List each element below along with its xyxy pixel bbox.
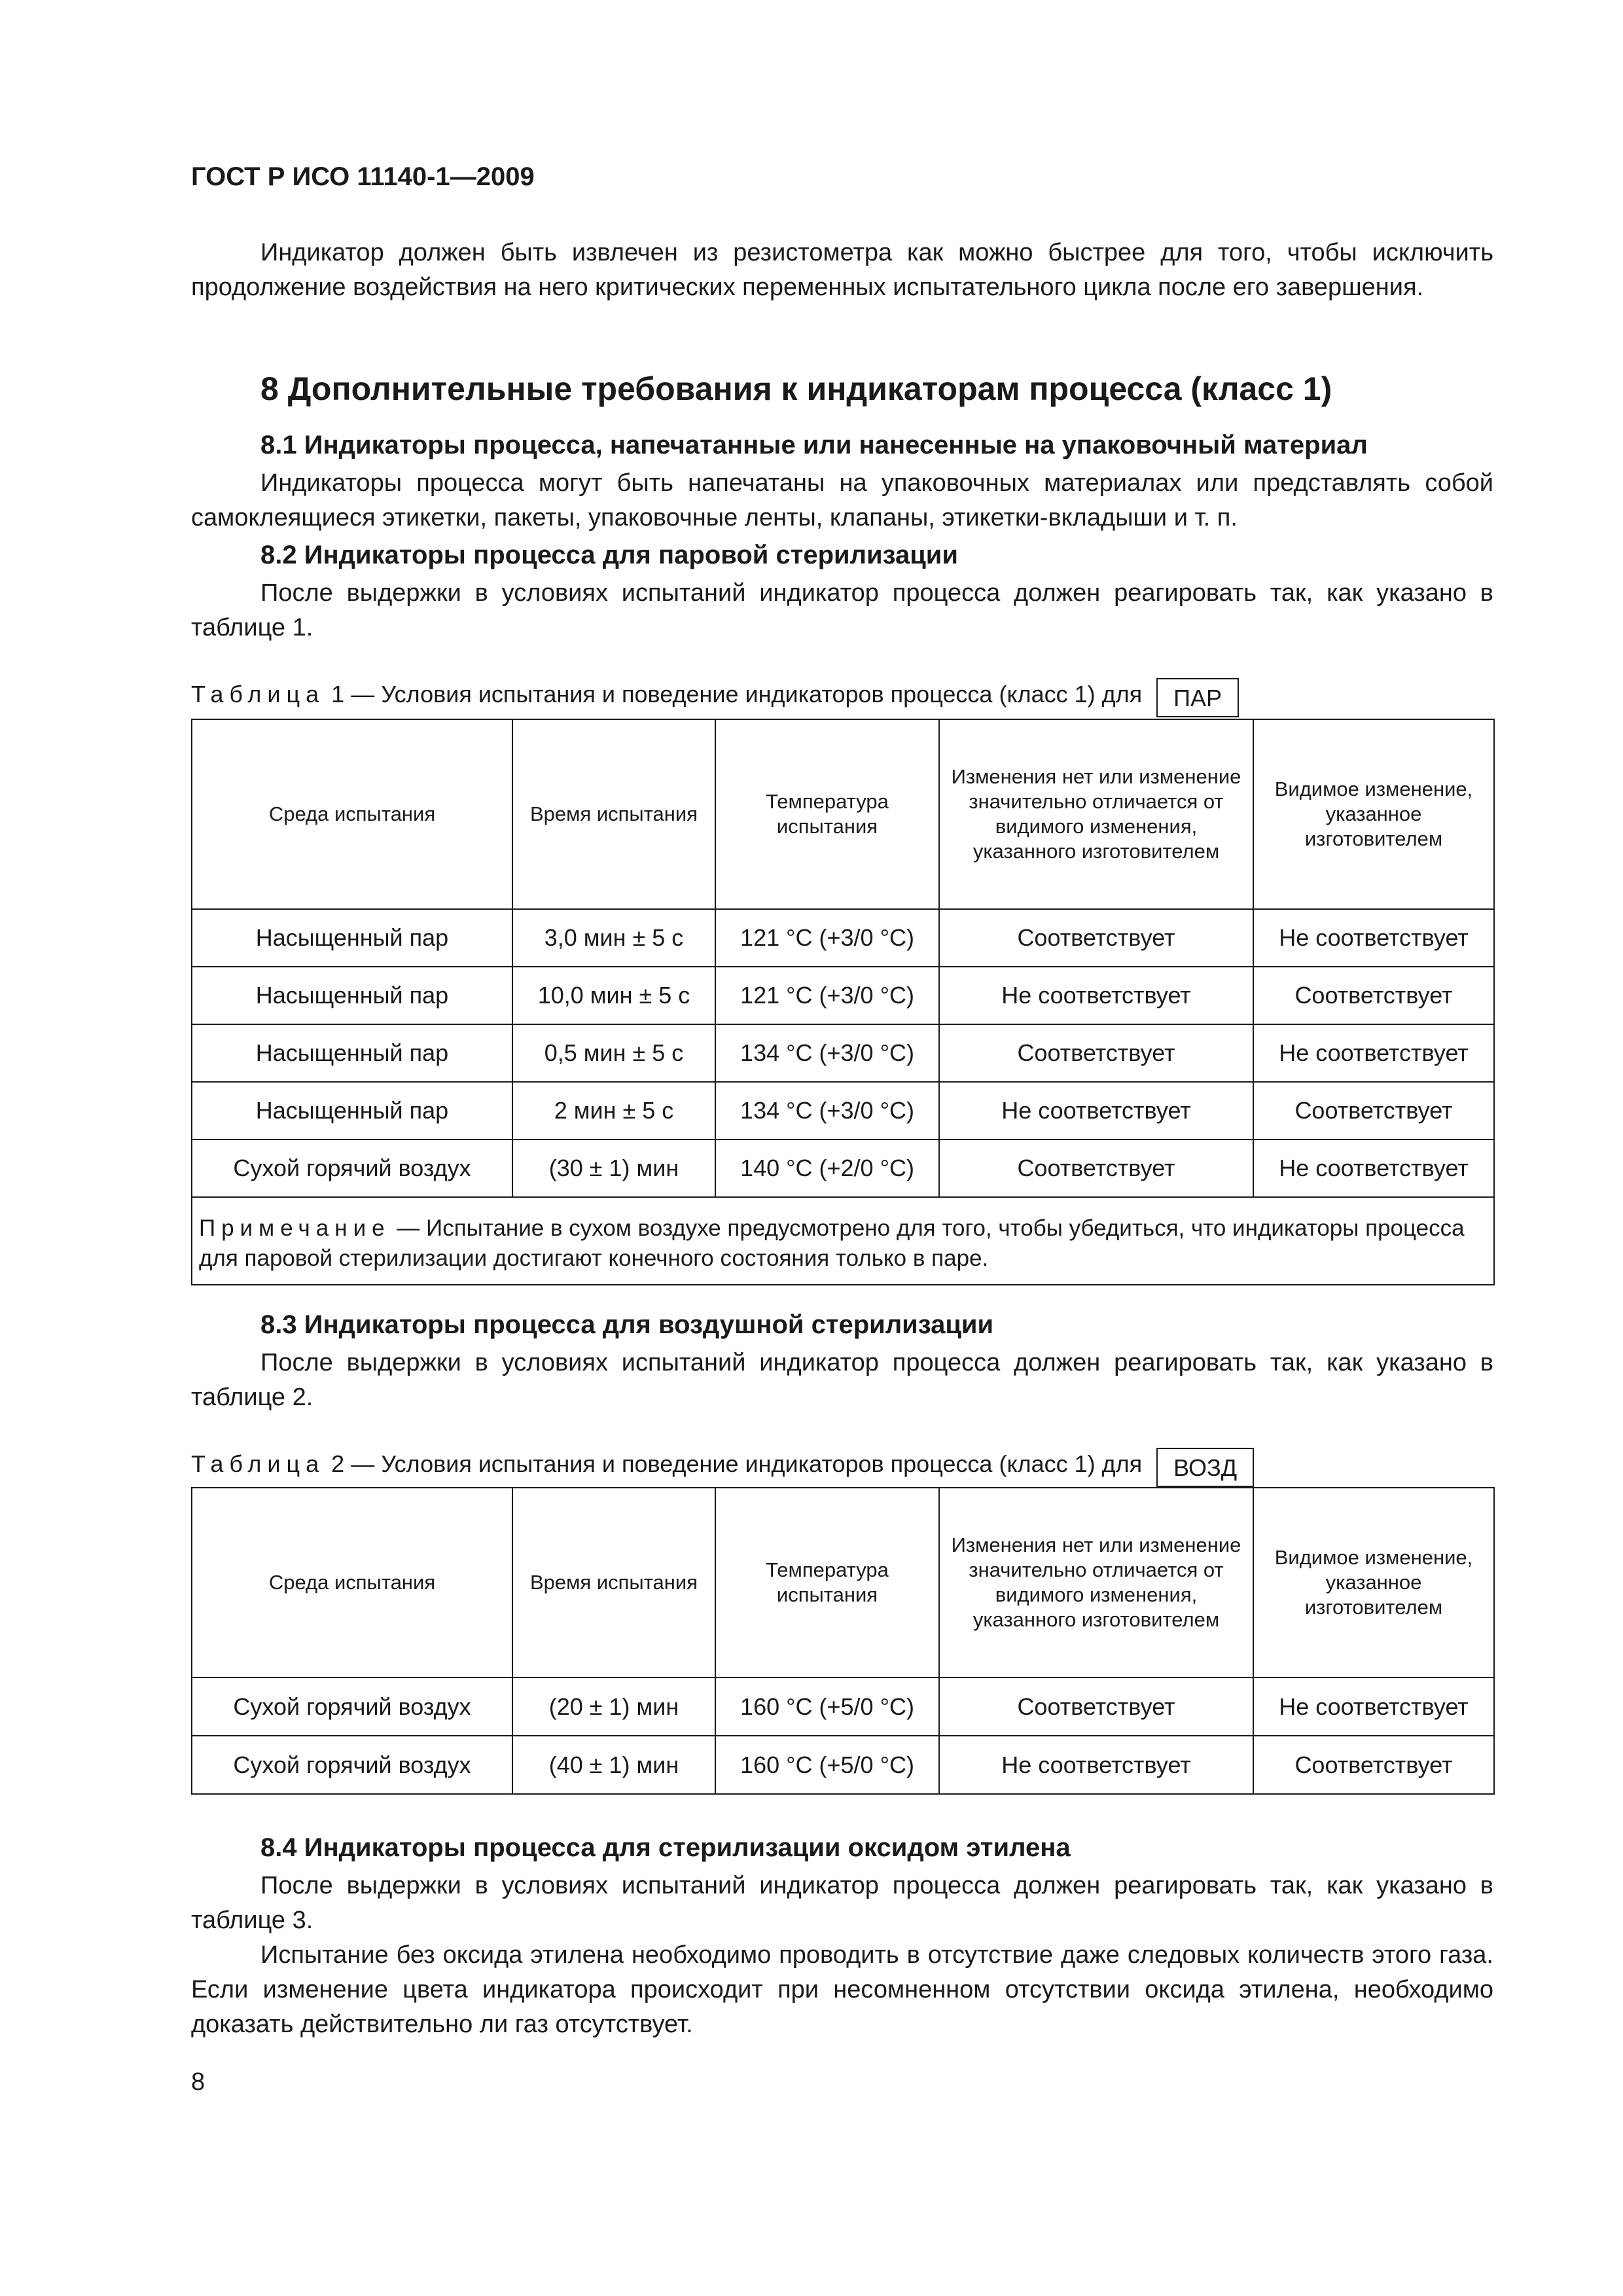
table-cell: Насыщенный пар	[192, 1024, 512, 1082]
table2-tag: ВОЗД	[1156, 1448, 1254, 1487]
table-cell: 3,0 мин ± 5 с	[512, 909, 715, 967]
table-cell: Не соответствует	[1253, 1024, 1494, 1082]
section-8-3-text: После выдержки в условиях испытаний индикатор процесса должен реагировать так, как указано в таблице 2.	[191, 1349, 1493, 1411]
table-cell: Соответствует	[939, 909, 1253, 967]
section-8-4-text1: После выдержки в условиях испытаний индикатор процесса должен реагировать так, как указано в таблице 3.	[191, 1872, 1493, 1934]
table1-tag: ПАР	[1156, 678, 1239, 717]
table-cell: (40 ± 1) мин	[512, 1736, 715, 1794]
table1-header-row	[192, 719, 1494, 909]
table2-caption-text: 2 — Условия испытания и поведение индикаторов процесса (класс 1) для	[331, 1450, 1143, 1477]
table-cell: Не соответствует	[1253, 909, 1494, 967]
table-cell: Сухой горячий воздух	[192, 1139, 512, 1197]
table-cell: Соответствует	[1253, 1082, 1494, 1139]
table2-caption	[191, 1444, 1254, 1483]
table-cell: 121 °C (+3/0 °C)	[715, 967, 939, 1024]
table1-header-temperature: Температура испытания	[715, 719, 939, 909]
table1-note-text: — Испытание в сухом воздухе предусмотрено для того, чтобы убедиться, что индикаторы процесса для паровой стерилизации достигают конечного состояния только в паре.	[199, 1215, 1465, 1271]
table-row	[192, 1736, 1494, 1794]
table-cell: Соответствует	[939, 1677, 1253, 1736]
section-8-4-title: 8.4 Индикаторы процесса для стерилизации оксидом этилена	[260, 1833, 1071, 1862]
table-cell: Насыщенный пар	[192, 967, 512, 1024]
table-cell: Сухой горячий воздух	[192, 1736, 512, 1794]
table-cell: Не соответствует	[939, 1736, 1253, 1794]
table1-header-no-change: Изменения нет или изменение значительно отличается от видимого изменения, указанного изготовителем	[939, 719, 1253, 909]
table-cell: (20 ± 1) мин	[512, 1677, 715, 1736]
section-8-3-title: 8.3 Индикаторы процесса для воздушной стерилизации	[260, 1310, 994, 1339]
table-cell: 121 °C (+3/0 °C)	[715, 909, 939, 967]
table-row	[192, 967, 1494, 1024]
table2-header-no-change: Изменения нет или изменение значительно отличается от видимого изменения, указанного изготовителем	[939, 1488, 1253, 1677]
table-cell: 140 °C (+2/0 °C)	[715, 1139, 939, 1197]
table-row	[192, 1677, 1494, 1736]
section-8-title: 8 Дополнительные требования к индикаторам процесса (класс 1)	[260, 370, 1332, 407]
table-row	[192, 1139, 1494, 1197]
table-row	[192, 909, 1494, 967]
table-cell: Соответствует	[1253, 1736, 1494, 1794]
table-cell: 134 °C (+3/0 °C)	[715, 1082, 939, 1139]
table2-header-time: Время испытания	[512, 1488, 715, 1677]
table-cell: Не соответствует	[1253, 1139, 1494, 1197]
table1-label: Таблица	[191, 681, 325, 708]
table-row	[192, 1024, 1494, 1082]
table2-header-temperature: Температура испытания	[715, 1488, 939, 1677]
table1-note-row	[192, 1197, 1494, 1285]
table-cell: (30 ± 1) мин	[512, 1139, 715, 1197]
section-8-1-text: Индикаторы процесса могут быть напечатаны на упаковочных материалах или представлять собой самоклеящиеся этикетки, пакеты, упаковочные ленты, клапаны, этикетки-вкладыши и т. п.	[191, 469, 1493, 531]
table-cell: Не соответствует	[1253, 1677, 1494, 1736]
table2-header-row	[192, 1488, 1494, 1677]
section-8-1-title: 8.1 Индикаторы процесса, напечатанные или нанесенные на упаковочный материал	[260, 431, 1368, 459]
table1-caption-text: 1 — Условия испытания и поведение индикаторов процесса (класс 1) для	[331, 681, 1143, 708]
table-cell: 160 °C (+5/0 °C)	[715, 1677, 939, 1736]
section-8-2-title: 8.2 Индикаторы процесса для паровой стерилизации	[260, 541, 958, 569]
table-cell: 134 °C (+3/0 °C)	[715, 1024, 939, 1082]
section-8-2-text: После выдержки в условиях испытаний индикатор процесса должен реагировать так, как указано в таблице 1.	[191, 579, 1493, 641]
table-row	[192, 1082, 1494, 1139]
page-number: 8	[191, 2068, 205, 2096]
table1-note	[192, 1197, 1494, 1285]
table-cell: 0,5 мин ± 5 с	[512, 1024, 715, 1082]
table-cell: Не соответствует	[939, 967, 1253, 1024]
table1-header-time: Время испытания	[512, 719, 715, 909]
table-cell: Соответствует	[939, 1024, 1253, 1082]
table2-header-medium: Среда испытания	[192, 1488, 512, 1677]
table-cell: 10,0 мин ± 5 с	[512, 967, 715, 1024]
document-header: ГОСТ Р ИСО 11140-1—2009	[191, 162, 535, 191]
table-cell: Насыщенный пар	[192, 909, 512, 967]
table-cell: Не соответствует	[939, 1082, 1253, 1139]
table-cell: Насыщенный пар	[192, 1082, 512, 1139]
section-8-4-text2: Испытание без оксида этилена необходимо проводить в отсутствие даже следовых количеств этого газа. Если изменение цвета индикатора происходит при несомненном отсутствии оксида этилена, необходимо доказать действительно ли газ отсутствует.	[191, 1941, 1493, 2038]
table1-header-medium: Среда испытания	[192, 719, 512, 909]
table1-caption	[191, 674, 1239, 713]
table-cell: Соответствует	[1253, 967, 1494, 1024]
table-cell: 160 °C (+5/0 °C)	[715, 1736, 939, 1794]
table-cell: 2 мин ± 5 с	[512, 1082, 715, 1139]
table-cell: Соответствует	[939, 1139, 1253, 1197]
table2-label: Таблица	[191, 1450, 325, 1477]
table2	[191, 1487, 1495, 1795]
table1-header-visible-change: Видимое изменение, указанное изготовителем	[1253, 719, 1494, 909]
table2-header-visible-change: Видимое изменение, указанное изготовителем	[1253, 1488, 1494, 1677]
table1	[191, 719, 1495, 1285]
table-cell: Сухой горячий воздух	[192, 1677, 512, 1736]
table1-note-label: Примечание	[199, 1215, 391, 1241]
intro-paragraph: Индикатор должен быть извлечен из резистометра как можно быстрее для того, чтобы исключить продолжение воздействия на него критических переменных испытательного цикла после его завершения.	[191, 239, 1493, 301]
